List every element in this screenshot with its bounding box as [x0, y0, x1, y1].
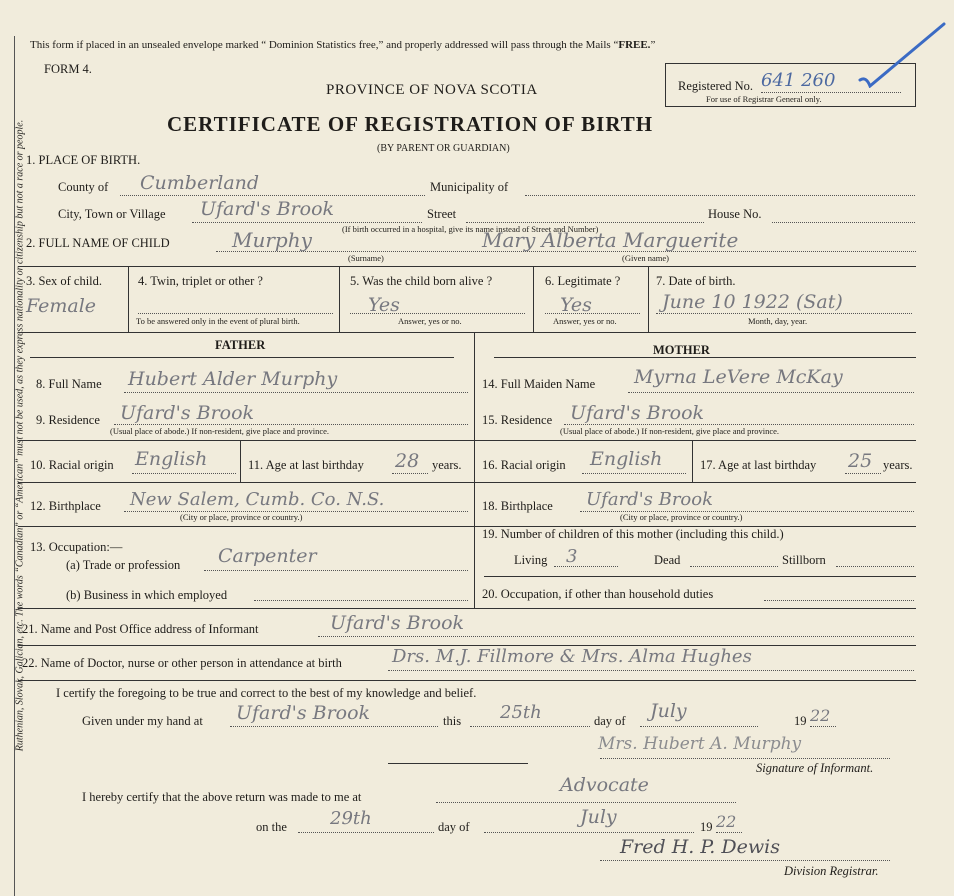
mother-heading-rule	[494, 357, 916, 358]
parents-divider	[474, 332, 475, 608]
children-count-label: 19. Number of children of this mother (including this child.)	[482, 527, 784, 541]
father-occupation-label: 13. Occupation:—	[30, 540, 123, 554]
registrar-signature-line	[600, 860, 890, 861]
registrar-day-of-label: day of	[438, 820, 470, 834]
stillborn-label: Stillborn	[782, 553, 826, 567]
registrar-month-line	[484, 832, 694, 833]
father-name-line	[124, 392, 468, 393]
registrar-month-value: July	[580, 806, 617, 828]
registrar-year-value: 22	[716, 812, 737, 831]
father-age-unit: years.	[432, 458, 462, 472]
form-number: FORM 4.	[44, 62, 92, 76]
sex-label: 3. Sex of child.	[26, 274, 103, 288]
informant-value: Ufard's Brook	[330, 612, 465, 634]
mother-name-line	[628, 392, 914, 393]
child-surname-value: Murphy	[232, 228, 312, 252]
father-birthplace-label: 12. Birthplace	[30, 499, 101, 513]
mother-racial-line	[582, 473, 686, 474]
mother-name-value: Myrna LeVere McKay	[634, 366, 843, 388]
informant-label: 21. Name and Post Office address of Informant	[22, 622, 259, 636]
dead-line	[690, 566, 778, 567]
county-line	[120, 195, 425, 196]
living-value: 3	[566, 546, 578, 567]
given-day-line	[470, 726, 590, 727]
given-month-value: July	[650, 700, 687, 722]
registrar-year-prefix: 19	[700, 820, 713, 834]
child-given-name-value: Mary Alberta Marguerite	[482, 228, 739, 252]
county-value: Cumberland	[140, 172, 260, 194]
father-heading-rule	[30, 357, 454, 358]
blue-pen-check-mark	[856, 18, 954, 88]
mother-birthplace-caption: (City or place, province or country.)	[620, 512, 743, 522]
row3-divider-4	[648, 266, 649, 332]
row10-top-rule	[18, 440, 916, 441]
mother-occupation-label: 20. Occupation, if other than household duties	[482, 587, 714, 601]
certify-top-rule	[18, 680, 916, 681]
row3-top-rule	[18, 266, 916, 267]
registrar-signature: Fred H. P. Dewis	[620, 836, 780, 858]
legitimate-caption: Answer, yes or no.	[553, 316, 617, 326]
registrar-note: For use of Registrar General only.	[706, 94, 822, 104]
living-line	[554, 566, 618, 567]
separator-rule	[388, 763, 528, 764]
mother-age-unit: years.	[883, 458, 913, 472]
father-birthplace-caption: (City or place, province or country.)	[180, 512, 303, 522]
informant-line	[318, 636, 914, 637]
father-racial-value: English	[135, 448, 208, 470]
father-racial-line	[132, 473, 236, 474]
street-label: Street	[427, 207, 457, 221]
alive-caption: Answer, yes or no.	[398, 316, 462, 326]
date-label: 7. Date of birth.	[656, 274, 736, 288]
given-name-caption: (Given name)	[622, 253, 669, 263]
house-line	[772, 222, 915, 223]
province-heading: PROVINCE OF NOVA SCOTIA	[326, 82, 538, 98]
father-birthplace-value: New Salem, Cumb. Co. N.S.	[130, 489, 385, 510]
row3-divider-1	[128, 266, 129, 332]
registrar-year-line	[716, 832, 742, 833]
informant-signature-caption: Signature of Informant.	[756, 761, 874, 775]
given-year-line	[810, 726, 836, 727]
city-value: Ufard's Brook	[200, 198, 335, 220]
mother-birthplace-label: 18. Birthplace	[482, 499, 553, 513]
father-racial-label: 10. Racial origin	[30, 458, 114, 472]
hospital-note: (If birth occurred in a hospital, give its name instead of Street and Number)	[342, 224, 599, 234]
row3-bottom-rule	[18, 332, 916, 333]
doctor-label: 22. Name of Doctor, nurse or other person in attendance at birth	[22, 656, 342, 670]
given-place-line	[230, 726, 438, 727]
mother-residence-label: 15. Residence	[482, 413, 553, 427]
father-heading: FATHER	[215, 338, 266, 352]
father-age-value: 28	[395, 450, 420, 472]
row3-divider-2	[339, 266, 340, 332]
doctor-value: Drs. M.J. Fillmore & Mrs. Alma Hughes	[392, 646, 752, 667]
municipality-label: Municipality of	[430, 180, 509, 194]
mother-residence-value: Ufard's Brook	[570, 402, 705, 424]
mother-residence-line	[564, 424, 914, 425]
father-business-label: (b) Business in which employed	[66, 588, 228, 602]
mother-age-divider	[692, 440, 693, 482]
registered-line	[761, 92, 901, 93]
mailing-notice-text: This form if placed in an unsealed envelope marked “ Dominion Statistics free,” and properly addressed will pass through the Mails “	[30, 39, 619, 51]
mother-residence-caption: (Usual place of abode.) If non-resident, give place and province.	[560, 426, 780, 436]
father-residence-value: Ufard's Brook	[120, 402, 255, 424]
certificate-title: CERTIFICATE OF REGISTRATION OF BIRTH	[167, 112, 654, 136]
child-name-label: 2. FULL NAME OF CHILD	[26, 236, 170, 250]
given-day-value: 25th	[500, 702, 542, 723]
given-year-value: 22	[810, 706, 831, 725]
mother-name-label: 14. Full Maiden Name	[482, 377, 596, 391]
informant-signature: Mrs. Hubert A. Murphy	[598, 734, 802, 754]
registrar-day-value: 29th	[330, 808, 372, 829]
living-label: Living	[514, 553, 548, 567]
given-month-line	[640, 726, 758, 727]
certificate-subtitle: (BY PARENT OR GUARDIAN)	[377, 143, 510, 154]
mother-age-label: 17. Age at last birthday	[700, 458, 817, 472]
dead-label: Dead	[654, 553, 681, 567]
mother-heading: MOTHER	[653, 343, 710, 357]
legitimate-label: 6. Legitimate ?	[545, 274, 621, 288]
sex-value: Female	[26, 295, 97, 317]
father-business-line	[254, 600, 468, 601]
registrar-place-line	[436, 802, 736, 803]
side-margin-text: Ruthenian, Slovak, Galician, etc. The words “Canadian” or “American” must not be used, as they express nationality or citizenship but not a race or people.	[14, 119, 26, 752]
registrar-place-value: Advocate	[560, 774, 649, 796]
doctor-line	[388, 670, 914, 671]
mother-age-value: 25	[848, 450, 873, 472]
father-age-line	[392, 473, 428, 474]
date-caption: Month, day, year.	[748, 316, 808, 326]
registered-label: Registered No.	[678, 79, 753, 93]
row20-top-rule	[484, 576, 916, 577]
city-label: City, Town or Village	[58, 207, 166, 221]
father-name-value: Hubert Alder Murphy	[128, 368, 338, 390]
city-line	[192, 222, 422, 223]
mother-age-line	[845, 473, 881, 474]
row10-bottom-rule	[18, 482, 916, 483]
informant-signature-line	[600, 758, 890, 759]
mother-racial-label: 16. Racial origin	[482, 458, 566, 472]
mother-occupation-line	[764, 600, 914, 601]
mailing-notice-free: FREE.	[618, 39, 651, 51]
mother-racial-value: English	[590, 448, 663, 470]
registrar-caption: Division Registrar.	[784, 864, 879, 878]
stillborn-line	[836, 566, 914, 567]
given-under-label: Given under my hand at	[82, 714, 203, 728]
mailing-notice-end: ”	[650, 39, 656, 51]
house-label: House No.	[708, 207, 762, 221]
county-label: County of	[58, 180, 109, 194]
street-line	[466, 222, 704, 223]
this-label: this	[443, 714, 462, 728]
twin-label: 4. Twin, triplet or other ?	[138, 274, 263, 288]
registrar-on-label: on the	[256, 820, 287, 834]
certify-statement: I certify the foregoing to be true and correct to the best of my knowledge and belief.	[56, 686, 477, 700]
father-trade-label: (a) Trade or profession	[66, 558, 181, 572]
alive-value: Yes	[368, 294, 400, 316]
place-of-birth-heading: 1. PLACE OF BIRTH.	[26, 153, 141, 167]
twin-caption: To be answered only in the event of plural birth.	[136, 316, 300, 326]
alive-label: 5. Was the child born alive ?	[350, 274, 493, 288]
legitimate-value: Yes	[560, 294, 592, 316]
registered-number: 641 260	[761, 70, 836, 91]
father-trade-value: Carpenter	[218, 545, 317, 567]
father-age-divider	[240, 440, 241, 482]
municipality-line	[525, 195, 915, 196]
father-residence-line	[114, 424, 468, 425]
registrar-statement: I hereby certify that the above return was made to me at	[82, 790, 362, 804]
father-trade-line	[204, 570, 468, 571]
surname-caption: (Surname)	[348, 253, 384, 263]
date-line	[656, 313, 912, 314]
mailing-notice	[30, 39, 655, 51]
given-year-prefix: 19	[794, 714, 807, 728]
registrar-day-line	[298, 832, 434, 833]
father-age-label: 11. Age at last birthday	[248, 458, 364, 472]
date-value: June 10 1922 (Sat)	[662, 291, 843, 313]
given-day-of-label: day of	[594, 714, 626, 728]
father-residence-caption: (Usual place of abode.) If non-resident, give place and province.	[110, 426, 330, 436]
father-residence-label: 9. Residence	[36, 413, 100, 427]
given-place-value: Ufard's Brook	[236, 702, 371, 724]
mother-birthplace-value: Ufard's Brook	[586, 489, 714, 510]
twin-line	[138, 313, 333, 314]
row21-top-rule	[18, 608, 916, 609]
row3-divider-3	[533, 266, 534, 332]
father-name-label: 8. Full Name	[36, 377, 102, 391]
